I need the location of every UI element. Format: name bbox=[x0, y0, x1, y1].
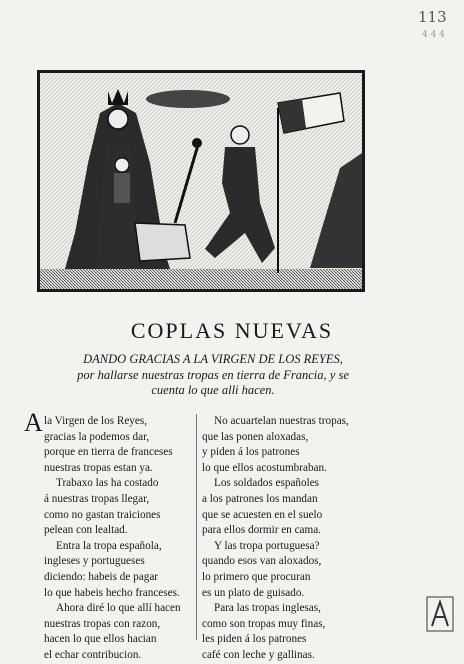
verse-line: Entra la tropa española, bbox=[56, 539, 162, 552]
verse-line: como no gastan traiciones bbox=[44, 508, 161, 521]
verse-line: como son tropas muy finas, bbox=[202, 617, 326, 630]
verse-line: ingleses y portugueses bbox=[44, 555, 145, 568]
right-column bbox=[202, 414, 388, 664]
verse-line: lo primero que procuran bbox=[202, 570, 311, 583]
scroll bbox=[135, 223, 190, 261]
verse-line: diciendo: habeis de pagar bbox=[44, 570, 159, 583]
verse-line: para ellos dormir en cama. bbox=[202, 524, 321, 537]
subtitle-line: por hallarse nuestras tropas en tierra de Francia, y se bbox=[77, 367, 349, 382]
verse-line: Trabaxo las ha costado bbox=[56, 477, 159, 490]
verse-line: nuestras tropas estan ya. bbox=[44, 461, 153, 474]
verse-line: y piden á los patrones bbox=[202, 446, 300, 459]
verse-line: les piden á los patrones bbox=[202, 633, 307, 646]
column-divider bbox=[196, 414, 197, 640]
library-stamp-icon bbox=[426, 596, 454, 632]
verse-line: No acuartelan nuestras tropas, bbox=[214, 415, 349, 427]
verse-line: á nuestras tropas llegar, bbox=[44, 492, 150, 505]
subtitle-line: cuenta lo que alli hacen. bbox=[151, 383, 275, 398]
verse-line: la Virgen de los Reyes, bbox=[44, 415, 148, 427]
verse-line: Para las tropas inglesas, bbox=[214, 602, 321, 615]
page-title: COPLAS NUEVAS bbox=[130, 318, 334, 343]
verse-line: a los patrones los mandan bbox=[202, 492, 318, 505]
subtitle-line: DANDO GRACIAS A LA VIRGEN DE LOS REYES, bbox=[83, 352, 343, 366]
verse-line: gracias la podemos dar, bbox=[44, 430, 150, 443]
verse-line: lo que habeis hecho franceses. bbox=[44, 586, 180, 599]
folio-annotation: 4 4 4 bbox=[422, 30, 445, 40]
subtitle bbox=[20, 352, 406, 399]
cloud bbox=[146, 90, 230, 108]
verse-line: café con leche y gallinas. bbox=[202, 648, 315, 661]
drop-cap: A bbox=[24, 408, 43, 437]
verse-line: lo que ellos acostumbraban. bbox=[202, 461, 327, 474]
verse-line: porque en tierra de franceses bbox=[44, 446, 173, 459]
verse-line: Ahora diré lo que allí hacen bbox=[56, 602, 181, 615]
verse-line: pelean con lealtad. bbox=[44, 524, 128, 537]
verse-line: el echar contribucion. bbox=[44, 648, 142, 661]
left-column bbox=[24, 408, 200, 664]
verse-line: Y las tropa portuguesa? bbox=[214, 539, 320, 552]
verse-line: quando esos van aloxados, bbox=[202, 555, 322, 568]
verse-line: Los soldados españoles bbox=[214, 477, 320, 490]
woodcut-image bbox=[40, 73, 362, 289]
ground bbox=[40, 269, 362, 289]
verse-line: que se acuesten en el suelo bbox=[202, 508, 323, 521]
verse-line: que las ponen aloxadas, bbox=[202, 430, 309, 443]
verse-line: nuestras tropas con razon, bbox=[44, 617, 161, 630]
woodcut-illustration bbox=[37, 70, 365, 292]
verse-line: es un plato de guisado. bbox=[202, 586, 305, 599]
verse-line: hacen lo que ellos hacian bbox=[44, 633, 157, 646]
folio-number: 113 bbox=[418, 8, 447, 26]
